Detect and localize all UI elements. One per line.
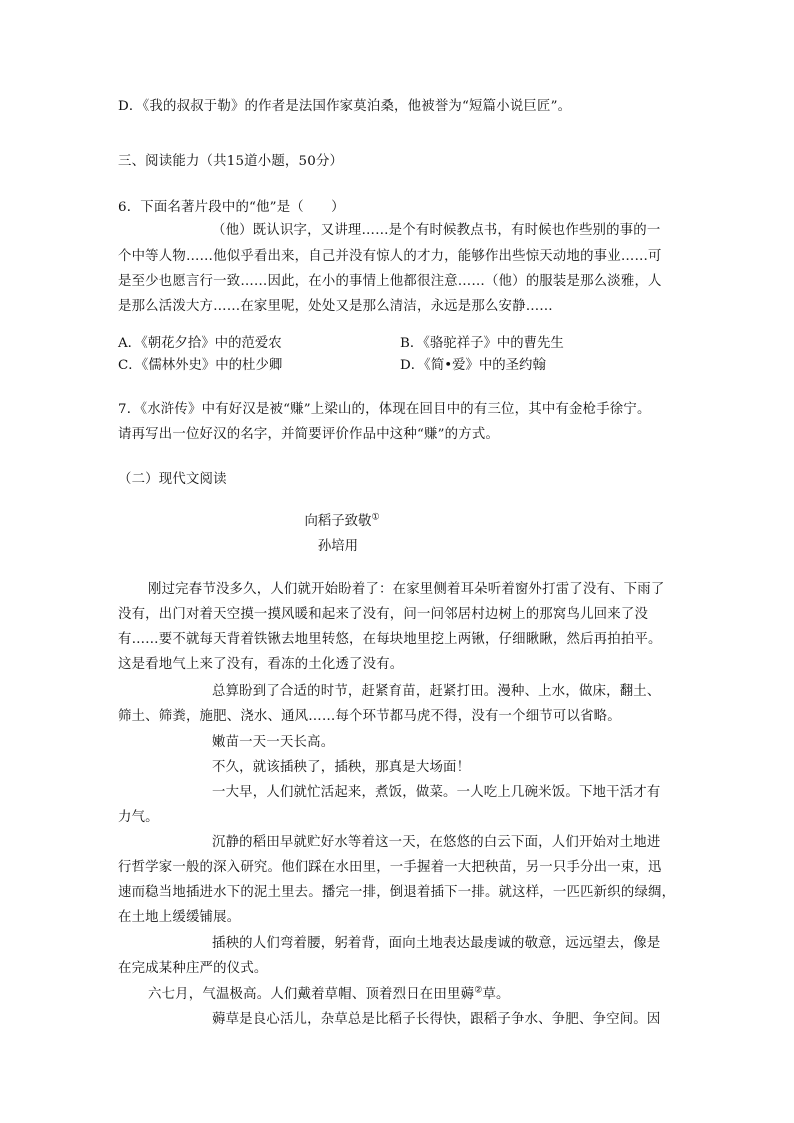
question-7-line: 请再写出一位好汉的名字，并简要评价作品中这种“赚”的方式。 (118, 427, 500, 442)
option-a: A．《朝花夕拾》中的范爱农 (118, 336, 282, 351)
article-line: 这是看地气上来了没有，看冻的土化透了没有。 (118, 657, 404, 672)
article-line: 薅草是良心活儿，杂草总是比稻子长得快，跟稻子争水、争肥、争空间。因 (212, 1012, 661, 1027)
article-title: 向稻子致敬① (304, 512, 380, 529)
article-line: 刚过完春节没多久，人们就开始盼着了：在家里侧着耳朵听着窗外打雷了没有、下雨了 (148, 582, 665, 597)
passage-line: 是那么活泼大方……在家里呢，处处又是那么清洁，永远是那么安静…… (118, 299, 553, 314)
article-line: 行哲学家一般的深入研究。他们踩在水田里，一手握着一大把秧苗，另一只手分出一束，迅 (118, 860, 662, 875)
article-line: 在完成某种庄严的仪式。 (118, 961, 268, 976)
article-line: 不久，就该插秧了，插秧，那真是大场面！ (212, 760, 471, 775)
article-line: 总算盼到了合适的时节，赶紧育苗，赶紧打田。漫种、上水，做床，翻土、 (212, 684, 661, 699)
article-line: 在土地上缓缓铺展。 (118, 910, 241, 925)
option-c: C．《儒林外史》中的杜少卿 (118, 358, 283, 373)
choice-d: D．《我的叔叔于勒》的作者是法国作家莫泊桑，他被誉为“短篇小说巨匠”。 (118, 99, 572, 114)
passage-line: 个中等人物……他似乎看出来，自己并没有惊人的才力，能够作出些惊天动地的事业……可 (118, 249, 662, 264)
article-line: 六七月，气温极高。人们戴着草帽、顶着烈日在田里薅②草。 (148, 985, 510, 1002)
article-line: 筛土、筛粪，施肥、浇水、通风……每个环节都马虎不得，没有一个细节可以省略。 (118, 709, 621, 724)
passage-line: 是至少也愿言行一致……因此，在小的事情上他都很注意……（他）的服装是那么淡雅，人 (118, 274, 662, 289)
option-b: B．《骆驼祥子》中的曹先生 (400, 336, 564, 351)
section-heading: 三、阅读能力（共15道小题，50分） (118, 154, 344, 169)
article-author: 孙培用 (317, 539, 359, 554)
footnote-marker: ① (371, 512, 380, 523)
article-line: 力气。 (118, 810, 159, 825)
article-line: 有……要不就每天背着铁锹去地里转悠，在每块地里挖上两锹，仔细瞅瞅，然后再拍拍平。 (118, 632, 662, 647)
article-line: 没有，出门对着天空摸一摸风暖和起来了没有，问一问邻居村边树上的那窝鸟儿回来了没 (118, 607, 649, 622)
footnote-marker: ② (474, 985, 483, 996)
question-6-stem: 6．下面名著片段中的“他”是（ ） (118, 200, 345, 215)
article-line: 一大早，人们就忙活起来，煮饭，做菜。一人吃上几碗米饭。下地干活才有 (212, 785, 661, 800)
article-line: 嫩苗一天一天长高。 (212, 735, 335, 750)
article-line: 插秧的人们弯着腰，躬着背，面向土地表达最虔诚的敬意，远远望去，像是 (212, 936, 661, 951)
option-d: D．《简•爱》中的圣约翰 (400, 358, 546, 373)
article-line: 沉静的稻田早就贮好水等着这一天，在悠悠的白云下面，人们开始对土地进 (212, 835, 661, 850)
article-line: 速而稳当地插进水下的泥土里去。播完一排，倒退着插下一排。就这样，一匹匹新织的绿绸， (118, 885, 676, 900)
part-heading: （二）现代文阅读 (118, 472, 227, 487)
passage-line: （他）既认识字，又讲理……是个有时候教点书，有时候也作些别的事的一 (212, 223, 661, 238)
question-7-line: 7．《水浒传》中有好汉是被“赚”上梁山的，体现在回目中的有三位，其中有金枪手徐宁。 (118, 402, 651, 417)
